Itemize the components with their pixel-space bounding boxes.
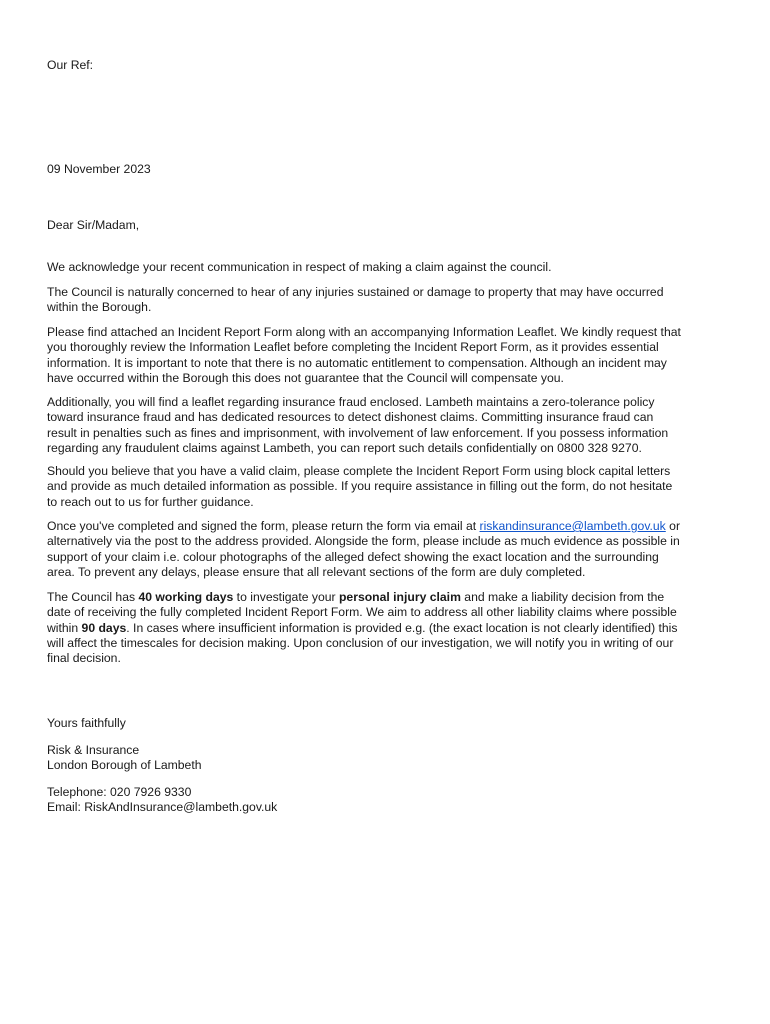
- email-link[interactable]: riskandinsurance@lambeth.gov.uk: [479, 519, 666, 533]
- email-line: Email: RiskAndInsurance@lambeth.gov.uk: [47, 800, 278, 814]
- telephone-line: Telephone: 020 7926 9330: [47, 785, 192, 799]
- ninety-days-emphasis: 90 days: [81, 620, 127, 635]
- signature-organisation: London Borough of Lambeth: [47, 758, 202, 772]
- salutation: Dear Sir/Madam,: [47, 218, 140, 232]
- paragraph-valid-claim: Should you believe that you have a valid claim, please complete the Incident Report Form using block capital letters and provide as much detailed information as possible. If you require assistance in filling out the form, do not hesitate to reach out to us for further guidance.: [47, 464, 673, 509]
- personal-injury-emphasis: personal injury claim: [338, 590, 461, 604]
- paragraph-timescales: The Council has 40 working days to investigate your personal injury claim and make a liability decision from the date of receiving the fully completed Incident Report Form. We aim to address all other liability claims where possible within 90 days. In cases where insufficient information is provided e.g. (the exact location is not clearly identified) this will affect the timescales for decision making. Upon conclusion of our investigation, we will notify you in writing of our final decision.: [47, 590, 678, 666]
- paragraph-return-form: Once you've completed and signed the form, please return the form via email at riskandinsurance@lambeth.gov.uk or alternatively via the post to the address provided. Alongside the form, please include as much evidence as possible in support of your claim i.e. colour photographs of the alleged defect showing the exact location and the surrounding area. To prevent any delays, please ensure that all relevant sections of the form are duly completed.: [47, 519, 681, 579]
- reference-label: Our Ref:: [47, 58, 94, 72]
- letter-date: 09 November 2023: [47, 162, 151, 176]
- paragraph-attachments: Please find attached an Incident Report Form along with an accompanying Information Leaflet. We kindly request that you thoroughly review the Information Leaflet before completing the Incident Report Form, as it provides essential information. It is important to note that there is no automatic entitlement to compensation. Although an incident may have occurred within the Borough this does not guarantee that the Council will compensate you.: [47, 325, 681, 385]
- paragraph-fraud: Additionally, you will find a leaflet regarding insurance fraud enclosed. Lambeth maintains a zero-tolerance policy toward insurance fraud and has dedicated resources to detect dishonest claims. Committing insurance fraud can result in penalties such as fines and imprisonment, with involvement of law enforcement. If you possess information regarding any fraudulent claims against Lambeth, you can report such details confidentially on 0800 328 9270.: [47, 395, 669, 455]
- closing: Yours faithfully: [47, 716, 126, 730]
- paragraph-acknowledgement: We acknowledge your recent communication in respect of making a claim against the council.: [47, 260, 552, 274]
- working-days-emphasis: 40 working days: [138, 590, 234, 604]
- paragraph-concern: The Council is naturally concerned to hear of any injuries sustained or damage to property that may have occurred within the Borough.: [47, 285, 664, 315]
- signature-team: Risk & Insurance: [47, 743, 140, 757]
